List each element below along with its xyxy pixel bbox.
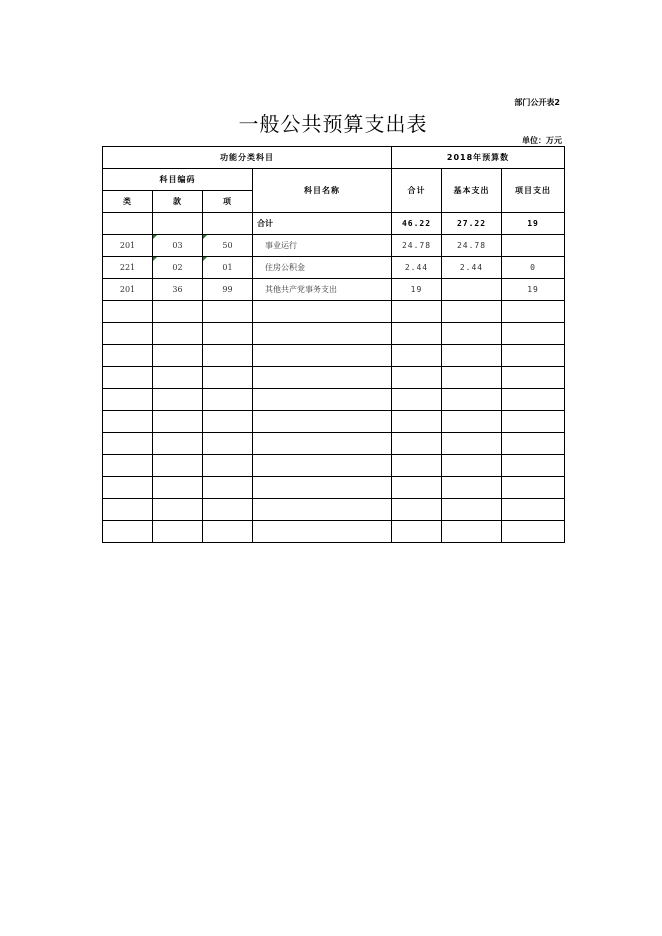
empty-cell bbox=[203, 389, 253, 411]
empty-cell bbox=[442, 323, 502, 345]
empty-cell bbox=[253, 455, 392, 477]
total-label: 合计 bbox=[253, 213, 392, 235]
empty-cell bbox=[253, 367, 392, 389]
empty-cell bbox=[253, 301, 392, 323]
page-title: 一般公共预算支出表 bbox=[238, 112, 428, 136]
empty-cell bbox=[153, 345, 203, 367]
empty-cell bbox=[442, 455, 502, 477]
empty-cell bbox=[502, 345, 565, 367]
unit-label: 单位：万元 bbox=[522, 136, 562, 145]
empty-cell bbox=[442, 345, 502, 367]
row-lei: 201 bbox=[103, 235, 153, 257]
empty-cell bbox=[392, 433, 442, 455]
empty-cell bbox=[153, 433, 203, 455]
empty-cell bbox=[103, 455, 153, 477]
row-project: 19 bbox=[502, 279, 565, 301]
empty-cell bbox=[253, 389, 392, 411]
empty-cell bbox=[502, 411, 565, 433]
empty-cell bbox=[442, 499, 502, 521]
empty-cell bbox=[153, 411, 203, 433]
total-row bbox=[103, 213, 565, 235]
empty-row bbox=[103, 499, 565, 521]
empty-cell bbox=[253, 411, 392, 433]
empty-cell bbox=[103, 433, 153, 455]
row-basic: 24.78 bbox=[442, 235, 502, 257]
empty-cell bbox=[153, 521, 203, 543]
empty-cell bbox=[253, 433, 392, 455]
empty-cell bbox=[103, 411, 153, 433]
header-total: 合计 bbox=[392, 169, 442, 213]
empty-cell bbox=[392, 323, 442, 345]
empty-cell bbox=[392, 367, 442, 389]
empty-cell bbox=[392, 301, 442, 323]
empty-cell bbox=[442, 477, 502, 499]
empty-row bbox=[103, 477, 565, 499]
empty-cell bbox=[153, 477, 203, 499]
empty-row bbox=[103, 521, 565, 543]
empty-row bbox=[103, 345, 565, 367]
empty-cell bbox=[502, 301, 565, 323]
total-lei-cell bbox=[103, 213, 153, 235]
header-subject-code: 科目编码 bbox=[103, 169, 253, 191]
empty-cell bbox=[103, 389, 153, 411]
empty-cell bbox=[203, 521, 253, 543]
empty-cell bbox=[253, 323, 392, 345]
total-basic: 27.22 bbox=[442, 213, 502, 235]
header-xiang: 项 bbox=[203, 191, 253, 213]
empty-row bbox=[103, 389, 565, 411]
header-budget-year: 2018年预算数 bbox=[392, 147, 565, 169]
header-project-expenditure: 项目支出 bbox=[502, 169, 565, 213]
empty-cell bbox=[203, 367, 253, 389]
empty-cell bbox=[392, 345, 442, 367]
empty-cell bbox=[502, 323, 565, 345]
empty-cell bbox=[502, 433, 565, 455]
empty-cell bbox=[203, 499, 253, 521]
row-kuan: 36 bbox=[153, 279, 203, 301]
form-code: 部门公开表2 bbox=[514, 98, 560, 107]
empty-cell bbox=[203, 455, 253, 477]
empty-cell bbox=[253, 477, 392, 499]
empty-cell bbox=[442, 411, 502, 433]
empty-cell bbox=[153, 455, 203, 477]
empty-cell bbox=[203, 411, 253, 433]
empty-cell bbox=[153, 301, 203, 323]
empty-cell bbox=[253, 499, 392, 521]
row-name: 住房公积金 bbox=[253, 257, 392, 279]
empty-cell bbox=[502, 389, 565, 411]
row-xiang: 50 bbox=[203, 235, 253, 257]
header-kuan: 款 bbox=[153, 191, 203, 213]
empty-cell bbox=[203, 433, 253, 455]
empty-cell bbox=[253, 345, 392, 367]
empty-cell bbox=[392, 411, 442, 433]
row-kuan: 02 bbox=[153, 257, 203, 279]
empty-cell bbox=[442, 301, 502, 323]
empty-cell bbox=[103, 477, 153, 499]
empty-cell bbox=[153, 499, 203, 521]
row-lei: 201 bbox=[103, 279, 153, 301]
empty-cell bbox=[103, 367, 153, 389]
header-functional-classification: 功能分类科目 bbox=[103, 147, 392, 169]
empty-cell bbox=[392, 455, 442, 477]
empty-cell bbox=[442, 367, 502, 389]
empty-cell bbox=[103, 345, 153, 367]
empty-cell bbox=[203, 345, 253, 367]
empty-cell bbox=[442, 433, 502, 455]
empty-cell bbox=[103, 521, 153, 543]
empty-row bbox=[103, 323, 565, 345]
empty-cell bbox=[502, 521, 565, 543]
empty-cell bbox=[502, 455, 565, 477]
table-row bbox=[103, 235, 565, 257]
empty-cell bbox=[392, 499, 442, 521]
empty-row bbox=[103, 411, 565, 433]
row-total: 24.78 bbox=[392, 235, 442, 257]
total-amount: 46.22 bbox=[392, 213, 442, 235]
empty-row bbox=[103, 455, 565, 477]
row-project: 0 bbox=[502, 257, 565, 279]
empty-cell bbox=[392, 389, 442, 411]
header-lei: 类 bbox=[103, 191, 153, 213]
header-basic-expenditure: 基本支出 bbox=[442, 169, 502, 213]
empty-cell bbox=[253, 521, 392, 543]
empty-cell bbox=[153, 389, 203, 411]
total-kuan-cell bbox=[153, 213, 203, 235]
row-basic: 2.44 bbox=[442, 257, 502, 279]
header-subject-name: 科目名称 bbox=[253, 169, 392, 213]
empty-cell bbox=[103, 301, 153, 323]
row-project bbox=[502, 235, 565, 257]
row-xiang: 99 bbox=[203, 279, 253, 301]
empty-row bbox=[103, 301, 565, 323]
empty-cell bbox=[392, 521, 442, 543]
empty-cell bbox=[153, 323, 203, 345]
total-xiang-cell bbox=[203, 213, 253, 235]
row-total: 19 bbox=[392, 279, 442, 301]
row-name: 事业运行 bbox=[253, 235, 392, 257]
total-project: 19 bbox=[502, 213, 565, 235]
row-basic bbox=[442, 279, 502, 301]
empty-cell bbox=[392, 477, 442, 499]
empty-cell bbox=[502, 477, 565, 499]
empty-cell bbox=[203, 301, 253, 323]
empty-cell bbox=[442, 389, 502, 411]
empty-cell bbox=[203, 323, 253, 345]
empty-cell bbox=[103, 323, 153, 345]
row-xiang: 01 bbox=[203, 257, 253, 279]
row-kuan: 03 bbox=[153, 235, 203, 257]
empty-row bbox=[103, 367, 565, 389]
row-name: 其他共产党事务支出 bbox=[253, 279, 392, 301]
table-row bbox=[103, 279, 565, 301]
row-total: 2.44 bbox=[392, 257, 442, 279]
empty-cell bbox=[103, 499, 153, 521]
empty-cell bbox=[153, 367, 203, 389]
budget-table bbox=[102, 146, 565, 543]
row-lei: 221 bbox=[103, 257, 153, 279]
empty-cell bbox=[442, 521, 502, 543]
empty-cell bbox=[502, 367, 565, 389]
table-row bbox=[103, 257, 565, 279]
empty-row bbox=[103, 433, 565, 455]
empty-cell bbox=[203, 477, 253, 499]
empty-cell bbox=[502, 499, 565, 521]
empty-rows bbox=[103, 301, 565, 543]
